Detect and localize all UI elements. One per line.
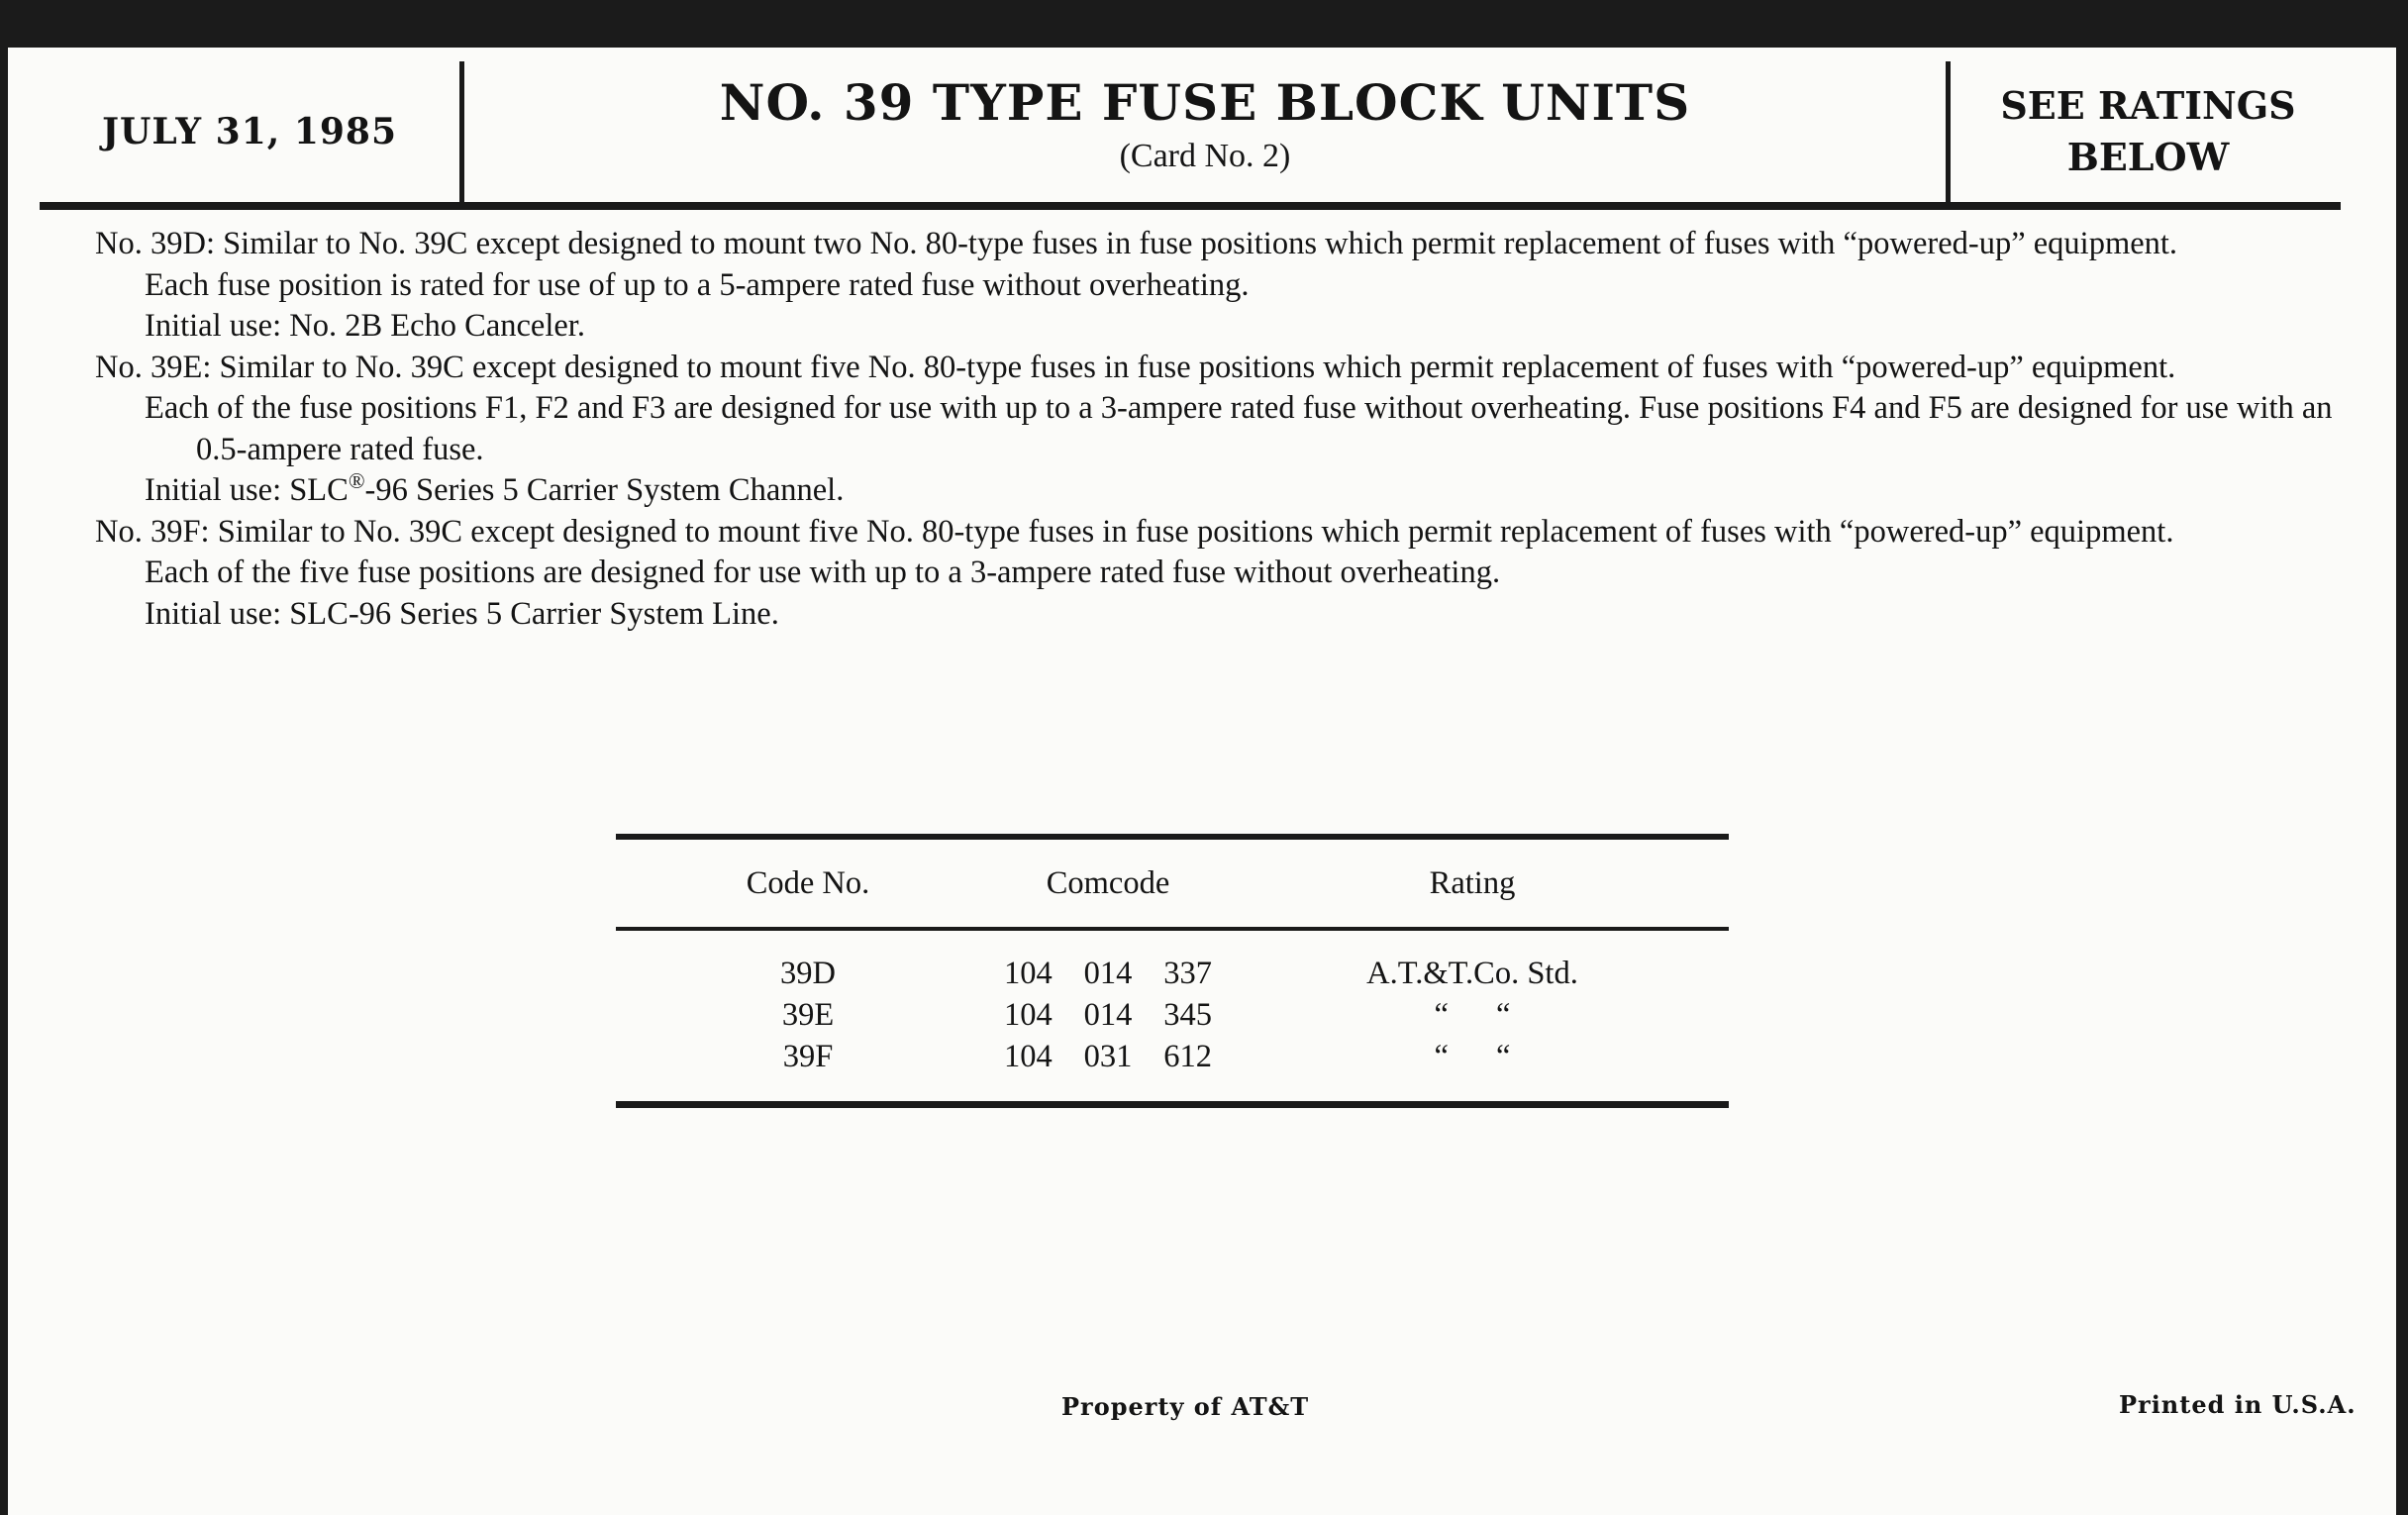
desc-39f: No. 39F: Similar to No. 39C except designed to mount five No. 80-type fuses in fuse positions which permit replacement of fuses with “powered-up” equipment. [95,513,2174,550]
cell-rating: A.T.&T.Co. Std. [1366,955,1578,991]
table-row [616,1036,1729,1077]
description-body [95,224,2333,635]
comcode-part: 014 [1083,955,1133,991]
comcode-part: 031 [1083,1038,1133,1074]
comcode-part: 014 [1083,996,1133,1033]
reference-card [8,48,2396,1515]
cell-code: 39D [780,955,836,991]
comcode-part: 612 [1163,1038,1212,1074]
header-rating: Rating [1429,864,1516,901]
card-title: NO. 39 TYPE FUSE BLOCK UNITS [719,73,1691,132]
use-39d: Initial use: No. 2B Echo Canceler. [145,308,585,344]
cell-code: 39E [781,996,835,1033]
table-body [616,931,1729,1077]
table-header [616,840,1729,927]
title-block [464,61,1946,202]
header-code: Code No. [746,864,870,901]
comcode-part: 337 [1163,955,1212,991]
code-table [616,834,1729,1108]
cell-comcode [1000,956,1216,992]
table-row [616,994,1729,1036]
comcode-part: 104 [1004,955,1053,991]
footer-printed: Printed in U.S.A. [2119,1390,2357,1419]
cell-comcode [1000,997,1216,1034]
ratings-note-line2: BELOW [2066,135,2230,179]
cell-rating: “ “ [1434,996,1511,1033]
cell-rating: “ “ [1434,1038,1511,1074]
use-39f: Initial use: SLC-96 Series 5 Carrier System Line. [145,595,779,632]
rating-39f: Each of the five fuse positions are designed for use with up to a 3-ampere rated fuse without overheating. [145,555,1501,590]
use-39e-post: -96 Series 5 Carrier System Channel. [364,472,845,508]
comcode-part: 345 [1163,996,1212,1033]
cell-comcode [1000,1039,1216,1075]
registered-mark: ® [348,468,365,494]
comcode-part: 104 [1004,1038,1053,1074]
ratings-note-line1: SEE RATINGS [2000,83,2296,128]
header-comcode: Comcode [1046,864,1170,901]
desc-39e: No. 39E: Similar to No. 39C except designed to mount five No. 80-type fuses in fuse positions which permit replacement of fuses with “powered-up” equipment. [95,349,2176,385]
card-header [40,61,2341,210]
table-rule-bottom [616,1101,1729,1108]
card-subtitle: (Card No. 2) [1119,138,1291,174]
cell-code: 39F [782,1038,834,1074]
card-date: JULY 31, 1985 [40,61,464,202]
comcode-part: 104 [1004,996,1053,1033]
rating-39e: Each of the fuse positions F1, F2 and F3 are designed for use with up to a 3-ampere rated fuse without overheating. Fuse positions F4 and F5 are designed for use with an 0.5-ampere rated fuse. [145,390,2333,467]
use-39e [95,470,2333,512]
ratings-note [1946,61,2346,202]
use-39e-pre: Initial use: SLC [145,472,349,508]
footer-property: Property of AT&T [1061,1392,1310,1421]
table-row [616,953,1729,994]
desc-39d: No. 39D: Similar to No. 39C except designed to mount two No. 80-type fuses in fuse positions which permit replacement of fuses with “powered-up” equipment. [95,226,2178,261]
rating-39d: Each fuse position is rated for use of up to a 5-ampere rated fuse without overheating. [145,266,1250,303]
